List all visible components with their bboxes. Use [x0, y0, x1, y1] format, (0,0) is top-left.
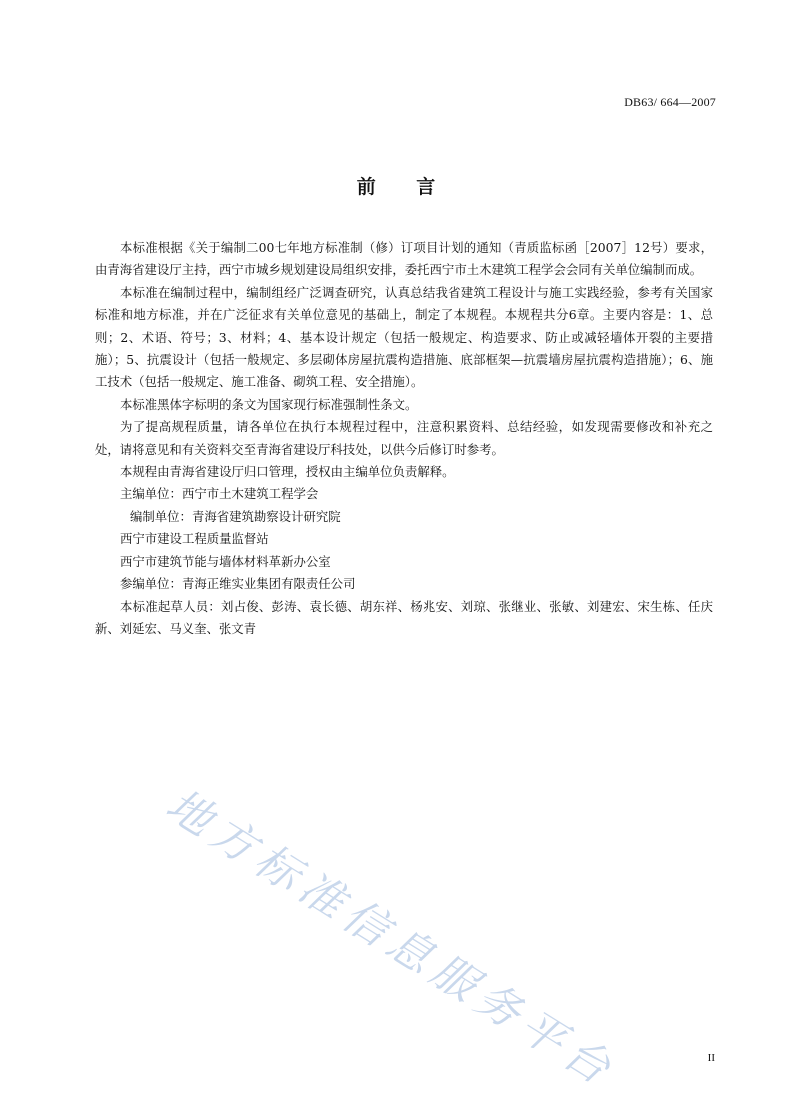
page-title: 前 言	[356, 176, 436, 198]
page-number: II	[707, 1052, 715, 1064]
paragraph-management: 本规程由青海省建设厅归口管理，授权由主编单位负责解释。	[120, 464, 455, 480]
paragraph-mandatory-clauses: 本标准黑体字标明的条文为国家现行标准强制性条文。	[120, 396, 418, 412]
document-code: DB63/ 664—2007	[624, 95, 716, 109]
watermark: 地方标准信息服务平台	[157, 779, 626, 1099]
participating-unit: 参编单位：青海正维实业集团有限责任公司	[120, 576, 356, 592]
preface-body	[95, 237, 713, 640]
editing-unit: 编制单位：青海省建筑勘察设计研究院	[130, 508, 341, 524]
paragraph-compilation: 本标准在编制过程中，编制组经广泛调查研究，认真总结我省建筑工程设计与施工实践经验，参考有关国家标准和地方标准，并在广泛征求有关单位意见的基础上，制定了本规程。本规程共分6章。主要内容是：1、总则；2、术语、符号；3、材料；4、基本设计规定（包括一般规定、构造要求、防止或减轻墙体开裂的主要措施）；5、抗震设计（包括一般规定、多层砌体房屋抗震构造措施、底部框架—抗震墙房屋抗震构造措施）；6、施工技术（包括一般规定、施工准备、砌筑工程、安全措施）。	[95, 284, 713, 390]
paragraph-basis: 本标准根据《关于编制二00七年地方标准制（修）订项目计划的通知（青质监标函［2007］12号）要求，由青海省建设厅主持，西宁市城乡规划建设局组织安排，委托西宁市土木建筑工程学会会同有关单位编制而成。	[95, 240, 713, 278]
paragraph-feedback: 为了提高规程质量，请各单位在执行本规程过程中，注意积累资料、总结经验，如发现需要修改和补充之处，请将意见和有关资料交至青海省建设厅科技处，以供今后修订时参考。	[95, 419, 713, 457]
drafters: 本标准起草人员：刘占俊、彭涛、袁长德、胡东祥、杨兆安、刘琼、张继业、张敏、刘建宏、宋生栋、任庆新、刘延宏、马义奎、张文青	[95, 598, 713, 636]
chief-editor-unit: 主编单位：西宁市土木建筑工程学会	[120, 486, 319, 502]
editing-unit-3: 西宁市建筑节能与墙体材料革新办公室	[120, 553, 331, 569]
editing-unit-2: 西宁市建设工程质量监督站	[120, 531, 269, 547]
